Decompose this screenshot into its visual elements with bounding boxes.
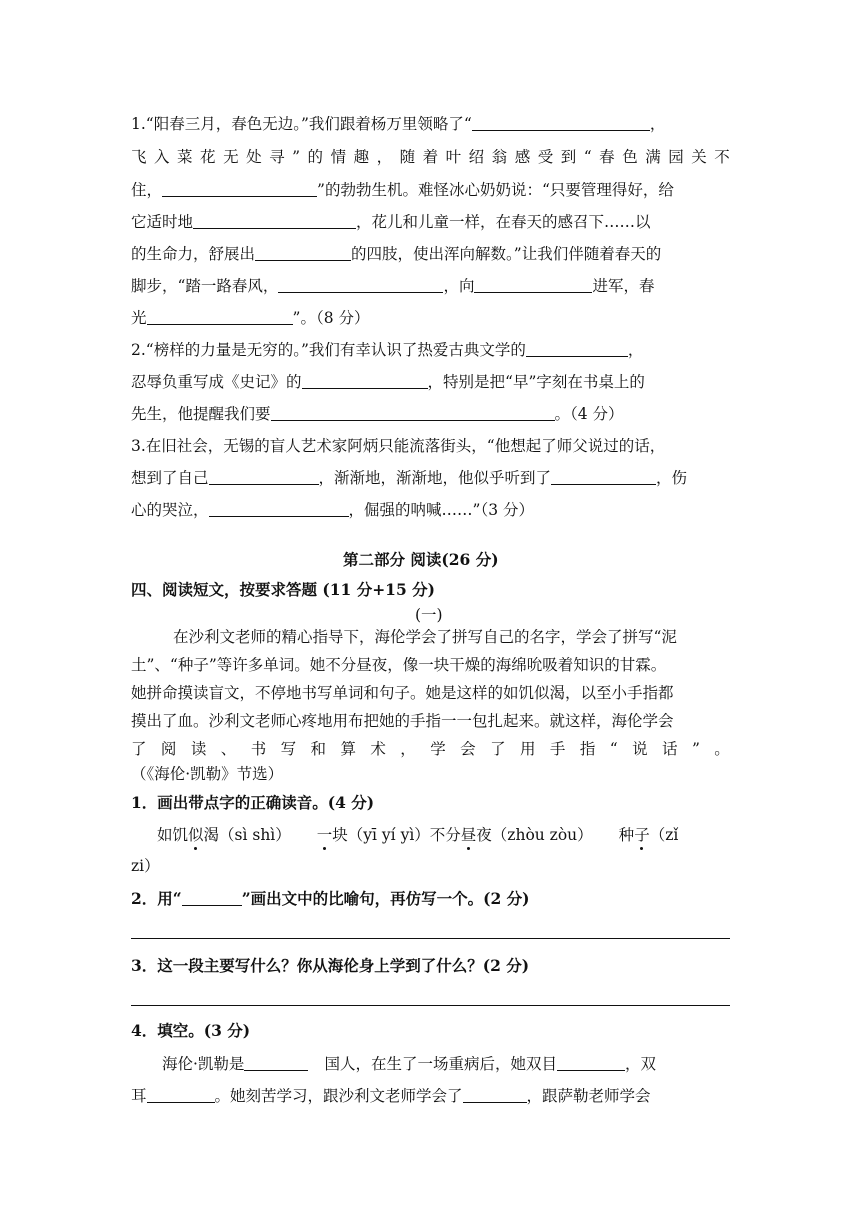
section-heading: 四、阅读短文，按要求答题 (11 分+15 分)	[131, 580, 435, 599]
char: 菜	[177, 148, 193, 166]
char: 、	[220, 740, 237, 758]
char: 读	[190, 740, 207, 758]
q1-line-5: 的生命力，舒展出 的四肢，使出浑向解数。”让我们伴随着春天的	[131, 245, 662, 263]
blank[interactable]	[463, 1086, 527, 1103]
blank[interactable]	[209, 500, 349, 517]
char: 翁	[491, 148, 508, 166]
q1-line-1: 1.“阳春三月，春色无边。”我们跟着杨万里领略了“ ，	[131, 115, 666, 133]
char: 算	[340, 740, 356, 758]
q2-line-1: 2.“榜样的力量是无穷的。”我们有幸认识了热爱古典文学的 ，	[131, 341, 644, 359]
passage-line-4: 摸出了血。沙利文老师心疼地用布把她的手指一一包扎起来。就这样，海伦学会	[131, 712, 674, 730]
passage-line-3: 她拼命摸读盲文，不停地书写单词和句子。她是这样的如饥似渴，以至小手指都	[131, 684, 674, 702]
answer-line[interactable]	[131, 938, 730, 939]
char: 绍	[468, 148, 485, 166]
q1-line-4: 它适时地 ，花儿和儿童一样，在春天的感召下……以	[131, 213, 651, 231]
char: 书	[250, 740, 267, 758]
r-q4-line-1: 海伦·凯勒是 国人，在生了一场重病后，她双目 ，双	[162, 1055, 656, 1073]
char: 趣	[353, 148, 370, 166]
q3-line-2: 想到了自己 ，渐渐地，渐渐地，他似乎听到了 ，伤	[131, 469, 688, 487]
blank[interactable]	[526, 340, 628, 357]
char: 术	[370, 740, 386, 758]
q2-line-2: 忍辱负重写成《史记》的 ，特别是把“早”字刻在书桌上的	[131, 373, 645, 391]
r-q3-title: 3．这一段主要写什么？你从海伦身上学到了什么？(2 分)	[131, 956, 530, 975]
char: 飞	[131, 148, 147, 166]
q3-line-3: 心的哭泣， ，倔强的呐喊……”（3 分）	[131, 501, 534, 519]
q1-line-6: 脚步，“踏一路春风， ，向 进军，春	[131, 277, 655, 295]
blank[interactable]	[193, 212, 356, 229]
blank[interactable]	[551, 468, 656, 485]
char: 叶	[445, 148, 462, 166]
passage-line-2: 土”、“种子”等许多单词。她不分昼夜，像一块干燥的海绵吮吸着知识的甘霖。	[131, 656, 667, 674]
char: 满	[645, 148, 661, 166]
blank[interactable]	[244, 1054, 308, 1071]
char: 会	[460, 740, 476, 758]
char: 和	[310, 740, 327, 758]
dotted-char[interactable]: 似	[188, 826, 204, 844]
char: 色	[622, 148, 638, 166]
q3-line-1: 3.在旧社会，无锡的盲人艺术家阿炳只能流落街头，“他想起了师父说过的话，	[131, 437, 666, 455]
char: ，	[400, 740, 416, 758]
char: 学	[430, 740, 446, 758]
blank[interactable]	[474, 276, 592, 293]
char: 指	[579, 740, 596, 758]
passage-line-6: （《海伦·凯勒》节选）	[131, 765, 284, 783]
dotted-char[interactable]: 一	[316, 826, 333, 844]
part2-title: 第二部分 阅读(26 分)	[343, 550, 499, 569]
r-q1-words: 如饥似渴（sì shì） 一块（yī yí yì）不分昼夜（zhòu zòu） 种子（zǐ	[157, 826, 679, 844]
blank[interactable]	[255, 244, 351, 261]
char: 了	[131, 740, 147, 758]
r-q4-title: 4．填空。(3 分)	[131, 1021, 251, 1040]
passage-line-5	[131, 739, 730, 759]
char: 。	[714, 740, 730, 758]
char: 到	[560, 148, 577, 166]
q1-line-7: 光 ”。（8 分）	[131, 309, 370, 327]
char: 园	[668, 148, 684, 166]
q2-line-3: 先生，他提醒我们要 。（4 分）	[131, 405, 624, 423]
char: 关	[691, 148, 707, 166]
blank[interactable]	[147, 1086, 215, 1103]
passage-number: (一)	[415, 606, 443, 624]
char: 写	[280, 740, 297, 758]
char: 随	[399, 148, 416, 166]
char: ，	[376, 148, 393, 166]
blank[interactable]	[278, 276, 443, 293]
char: 无	[223, 148, 239, 166]
q1-line-3: 住， ”的勃勃生机。难怪冰心奶奶说：“只要管理得好，给	[131, 181, 674, 199]
dotted-char[interactable]: 昼	[460, 826, 477, 844]
char: 话	[662, 740, 678, 758]
underline-sample	[182, 889, 242, 906]
dotted-char[interactable]: 子	[634, 826, 650, 844]
char: 寻	[269, 148, 285, 166]
r-q4-line-2: 耳 。她刻苦学习，跟沙利文老师学会了 ，跟萨勒老师学会	[131, 1087, 651, 1105]
blank[interactable]	[557, 1054, 625, 1071]
char: 入	[154, 148, 170, 166]
char: 情	[330, 148, 347, 166]
blank[interactable]	[147, 308, 293, 325]
blank[interactable]	[209, 468, 319, 485]
char: 感	[514, 148, 531, 166]
char: “	[609, 740, 618, 758]
q1-line-2	[131, 147, 730, 167]
char: ”	[691, 740, 700, 758]
char: 不	[714, 148, 730, 166]
passage-line-1: 在沙利文老师的精心指导下，海伦学会了拼写自己的名字，学会了拼写“泥	[173, 628, 677, 646]
char: 处	[246, 148, 262, 166]
char: 春	[599, 148, 615, 166]
answer-line[interactable]	[131, 1005, 730, 1006]
blank[interactable]	[472, 114, 650, 131]
blank[interactable]	[162, 180, 317, 197]
char: ”	[292, 148, 301, 166]
char: 阅	[160, 740, 177, 758]
r-q1-title: 1．画出带点字的正确读音。(4 分)	[131, 793, 375, 812]
char: 受	[537, 148, 554, 166]
char: 了	[490, 740, 506, 758]
char: 花	[200, 148, 216, 166]
r-q1-cont: zi）	[131, 857, 160, 875]
blank[interactable]	[302, 372, 428, 389]
char: 用	[519, 740, 536, 758]
blank[interactable]	[271, 404, 555, 421]
char: 手	[549, 740, 566, 758]
char: 的	[307, 148, 324, 166]
char: “	[583, 148, 592, 166]
r-q2-title: 2．用“ ”画出文中的比喻句，再仿写一个。(2 分)	[131, 889, 530, 908]
char: 着	[422, 148, 439, 166]
char: 说	[632, 740, 648, 758]
